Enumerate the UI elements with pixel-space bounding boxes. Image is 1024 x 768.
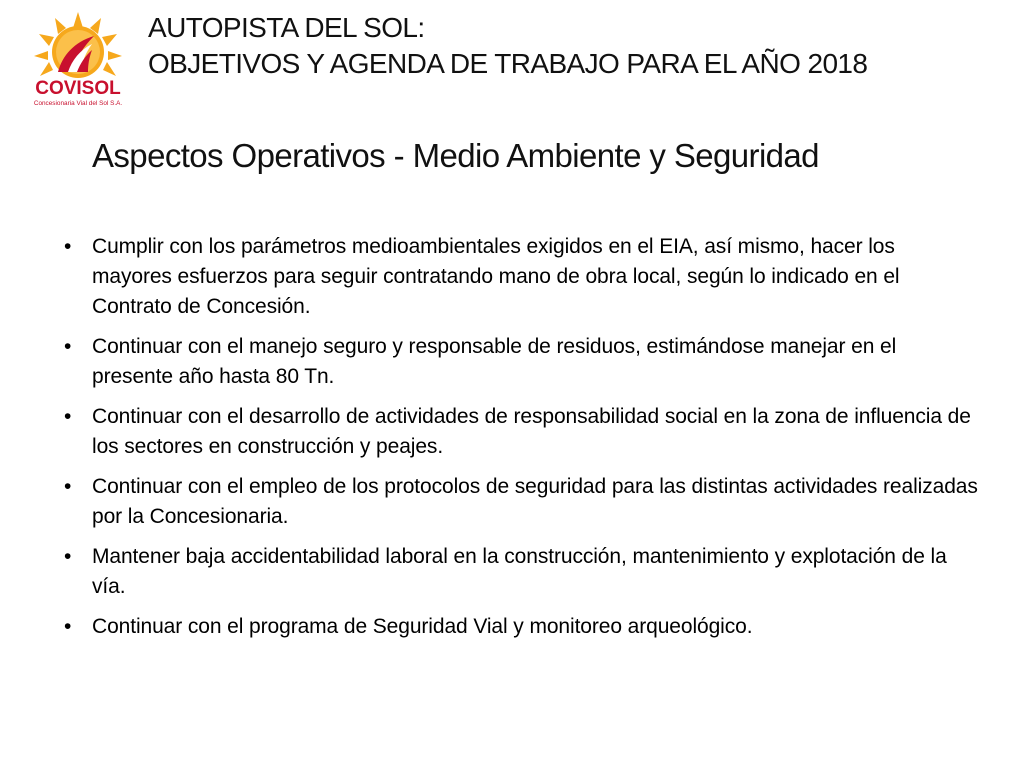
bullet-text: Continuar con el programa de Seguridad Vial y monitoreo arqueológico. [92, 615, 753, 638]
bullet-dot-icon: • [64, 405, 72, 428]
bullet-dot-icon: • [64, 235, 72, 258]
bullet-text: Continuar con el desarrollo de actividades de responsabilidad social en la zona de influencia de los sectores en construcción y peajes. [92, 405, 971, 458]
header-title [148, 10, 1008, 82]
header-title-line-1: AUTOPISTA DEL SOL: [148, 12, 425, 43]
logo-brand-text: COVISOL [35, 78, 121, 99]
bullet-dot-icon: • [64, 335, 72, 358]
bullet-item [58, 332, 978, 392]
bullet-dot-icon: • [64, 615, 72, 638]
bullet-item [58, 402, 978, 462]
covisol-logo [28, 10, 128, 110]
bullet-item [58, 542, 978, 602]
header-title-line-2: OBJETIVOS Y AGENDA DE TRABAJO PARA EL AÑO 2018 [148, 48, 868, 79]
bullet-item [58, 472, 978, 532]
bullet-item [58, 232, 978, 322]
sun-road-icon [28, 10, 128, 110]
bullet-text: Continuar con el manejo seguro y responsable de residuos, estimándose manejar en el presente año hasta 80 Tn. [92, 335, 897, 388]
section-title: Aspectos Operativos - Medio Ambiente y Seguridad [92, 137, 819, 174]
bullet-dot-icon: • [64, 475, 72, 498]
bullet-list [58, 232, 978, 652]
bullet-text: Cumplir con los parámetros medioambientales exigidos en el EIA, así mismo, hacer los mayores esfuerzos para seguir contratando mano de obra local, según lo indicado en el Contrato de Concesión. [92, 235, 900, 318]
logo-tagline-text: Concesionaria Vial del Sol S.A. [33, 100, 123, 107]
bullet-text: Mantener baja accidentabilidad laboral en la construcción, mantenimiento y explotación de la vía. [92, 545, 947, 598]
bullet-text: Continuar con el empleo de los protocolos de seguridad para las distintas actividades realizadas por la Concesionaria. [92, 475, 978, 528]
bullet-dot-icon: • [64, 545, 72, 568]
bullet-item [58, 612, 978, 642]
